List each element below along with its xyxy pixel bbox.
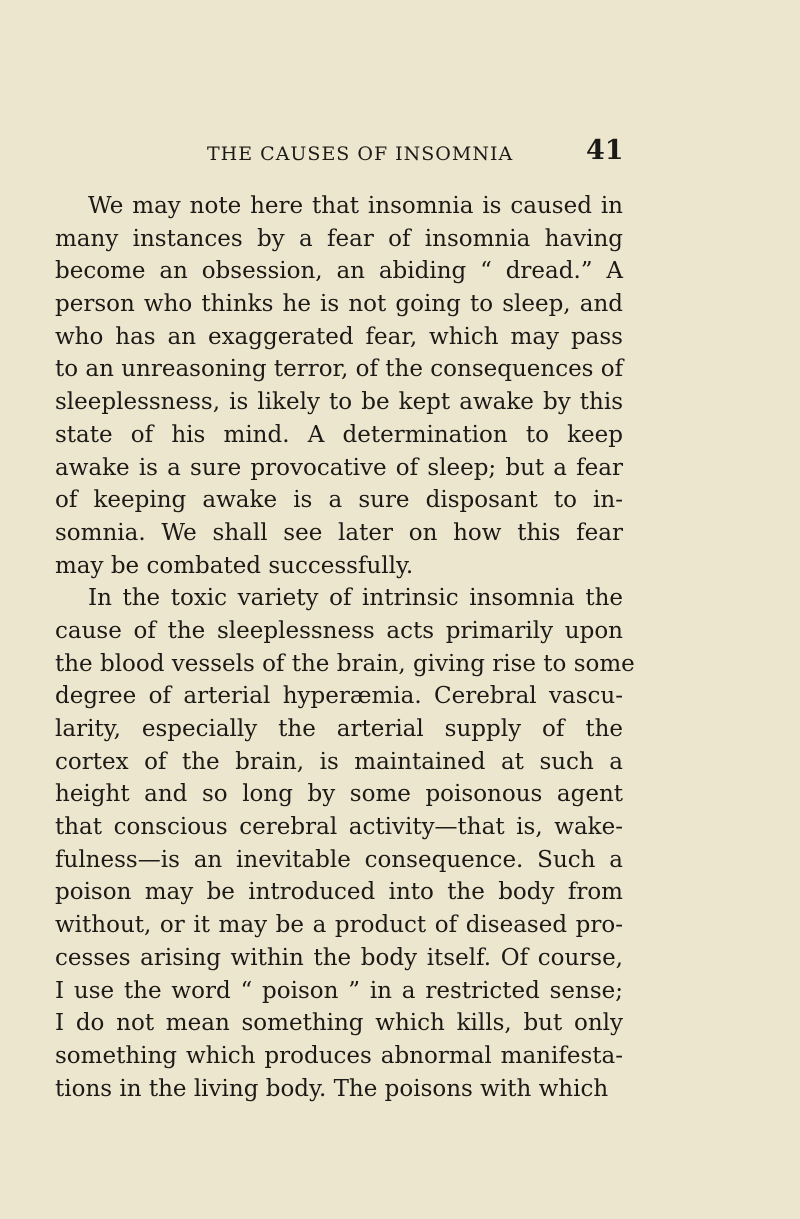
text-line: without, or it may be a product of diseased pro- (55, 912, 623, 939)
text-line: cortex of the brain, is maintained at such a (55, 748, 623, 775)
text-line: of keeping awake is a sure disposant to in- (55, 487, 623, 514)
text-line: cesses arising within the body itself. Of course, (55, 944, 623, 971)
text-line: tions in the living body. The poisons with which (55, 1075, 609, 1102)
text-line: In the toxic variety of intrinsic insomnia the (88, 585, 623, 612)
text-line: larity, especially the arterial supply of the (55, 716, 623, 742)
text-line: height and so long by some poisonous agent (55, 781, 623, 808)
text-line: may be combated successfully. (55, 552, 414, 579)
text-line: awake is a sure provocative of sleep; but a fear (55, 454, 623, 481)
text-line: who has an exaggerated fear, which may pass (55, 323, 623, 350)
text-line: poison may be introduced into the body from (55, 879, 623, 906)
text-line: We may note here that insomnia is caused in (88, 193, 623, 219)
text-line: the blood vessels of the brain, giving rise to some (55, 650, 635, 677)
text-line: fulness—is an inevitable consequence. Such a (55, 846, 623, 873)
text-line: become an obsession, an abiding “ dread.” A (55, 258, 623, 285)
page-number: 41 (586, 135, 624, 166)
text-line: I do not mean something which kills, but only (55, 1010, 623, 1037)
text-line: to an unreasoning terror, of the consequences of (55, 356, 624, 383)
text-line: that conscious cerebral activity—that is, wake- (55, 814, 623, 841)
running-head-title: THE CAUSES OF INSOMNIA (207, 143, 514, 165)
text-line: state of his mind. A determination to keep (55, 421, 623, 448)
text-line: person who thinks he is not going to sleep, and (55, 291, 623, 318)
text-line: degree of arterial hyperæmia. Cerebral vascu- (55, 683, 623, 710)
running-head (0, 135, 800, 167)
text-line: sleeplessness, is likely to be kept awake by this (55, 389, 623, 416)
text-line: cause of the sleeplessness acts primarily upon (55, 617, 623, 644)
body-text (55, 190, 635, 1105)
text-line: somnia. We shall see later on how this fear (55, 519, 623, 546)
text-line: something which produces abnormal manifesta- (55, 1042, 623, 1069)
text-line: many instances by a fear of insomnia having (55, 225, 623, 252)
text-line: I use the word “ poison ” in a restricted sense; (55, 977, 623, 1004)
